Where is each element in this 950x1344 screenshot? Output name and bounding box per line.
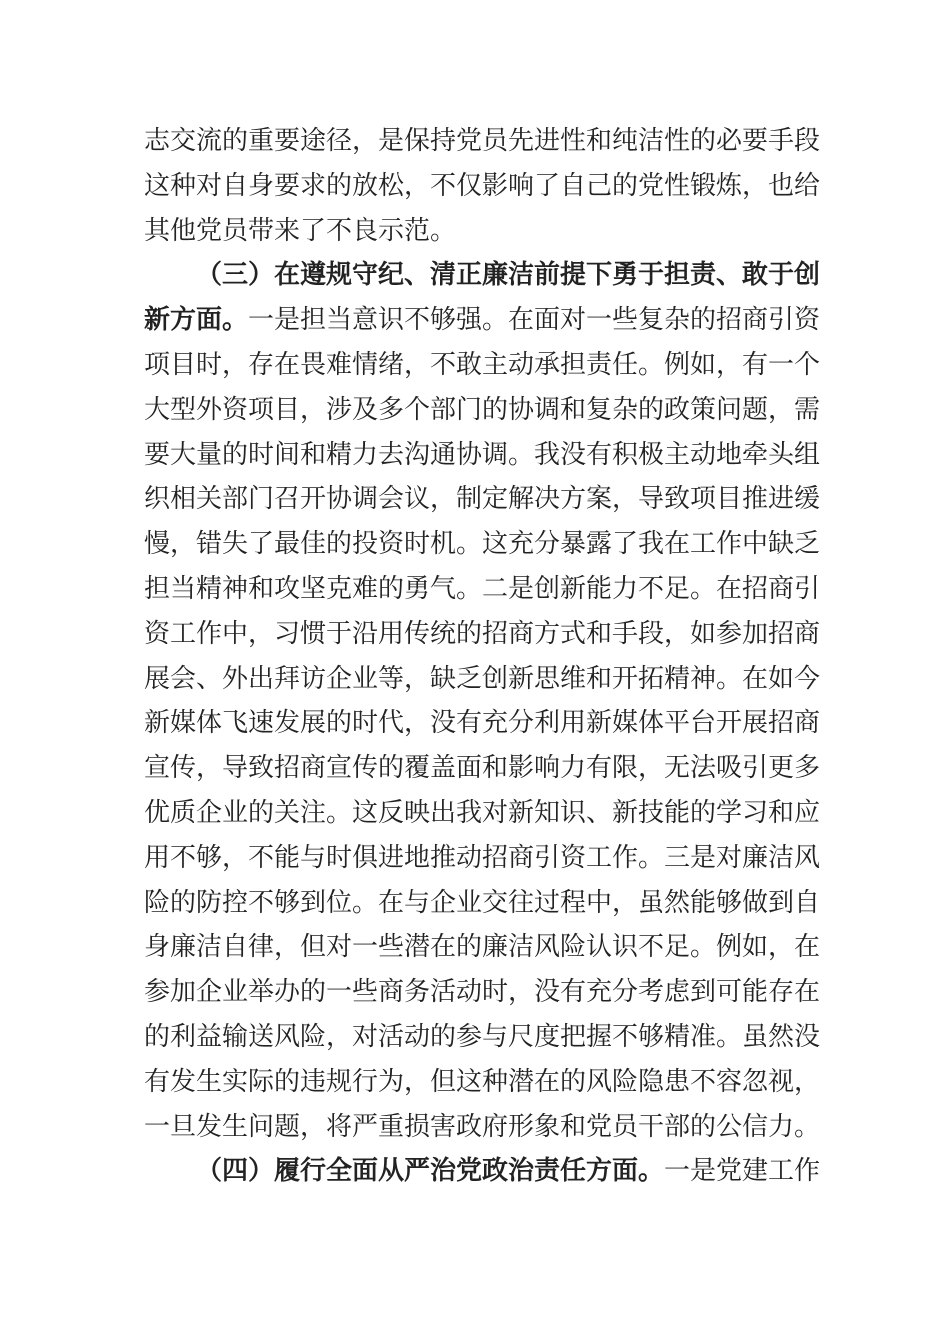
body-text: 要大量的时间和精力去沟通协调。我没有积极主动地牵头组 [144,439,821,470]
body-text: 宣传，导致招商宣传的覆盖面和影响力有限，无法吸引更多 [144,753,821,784]
body-text: 资工作中，习惯于沿用传统的招商方式和手段，如参加招商 [144,618,821,649]
body-text: 一旦发生问题，将严重损害政府形象和党员干部的公信力。 [144,1111,821,1142]
text-line [144,164,821,209]
text-line [144,1060,821,1105]
body-text: 展会、外出拜访企业等，缺乏创新思维和开拓精神。在如今 [144,663,821,694]
text-line [144,298,821,343]
text-line [144,701,821,746]
bold-heading-text: （三）在遵规守纪、清正廉洁前提下勇于担责、敢于创 [196,260,821,291]
body-text: 慢，错失了最佳的投资时机。这充分暴露了我在工作中缺乏 [144,529,821,560]
text-line [144,612,821,657]
body-text: 项目时，存在畏难情绪，不敢主动承担责任。例如，有一个 [144,349,821,380]
body-text: 的利益输送风险，对活动的参与尺度把握不够精准。虽然没 [144,1021,821,1052]
body-text: 险的防控不够到位。在与企业交往过程中，虽然能够做到自 [144,887,821,918]
text-line [144,881,821,926]
text-line [144,477,821,522]
body-text: 新媒体飞速发展的时代，没有充分利用新媒体平台开展招商 [144,708,821,739]
document-body-text [144,119,821,1194]
body-text: 身廉洁自律，但对一些潜在的廉洁风险认识不足。例如，在 [144,932,821,963]
body-text: 这种对自身要求的放松，不仅影响了自己的党性锻炼，也给 [144,170,821,201]
text-line [144,925,821,970]
body-text: 大型外资项目，涉及多个部门的协调和复杂的政策问题，需 [144,394,821,425]
body-text: 担当精神和攻坚克难的勇气。二是创新能力不足。在招商引 [144,573,821,604]
text-line [144,119,821,164]
text-line [144,970,821,1015]
body-text: 一是担当意识不够强。在面对一些复杂的招商引资 [248,305,821,336]
text-line [144,433,821,478]
text-line [144,209,812,254]
body-text: 参加企业举办的一些商务活动时，没有充分考虑到可能存在 [144,977,821,1008]
text-line [144,836,821,881]
text-line [144,746,821,791]
text-line [144,388,821,433]
text-line [144,1149,821,1194]
text-line [144,253,821,298]
body-text: 织相关部门召开协调会议，制定解决方案，导致项目推进缓 [144,484,821,515]
text-line [144,343,821,388]
body-text: 一是党建工作 [664,1156,821,1187]
text-line [144,657,821,702]
text-line [144,791,821,836]
text-line [144,1015,821,1060]
body-text: 有发生实际的违规行为，但这种潜在的风险隐患不容忽视， [144,1066,821,1097]
body-text: 志交流的重要途径，是保持党员先进性和纯洁性的必要手段 [144,126,821,156]
bold-heading-text: （四）履行全面从严治党政治责任方面。 [196,1156,665,1187]
body-text: 优质企业的关注。这反映出我对新知识、新技能的学习和应 [144,797,821,828]
body-text: 其他党员带来了不良示范。 [144,215,457,246]
text-line [144,522,821,567]
text-line [144,567,821,612]
bold-heading-text: 新方面。 [144,305,249,336]
body-text: 用不够，不能与时俱进地推动招商引资工作。三是对廉洁风 [144,842,821,873]
text-line [144,1105,821,1150]
